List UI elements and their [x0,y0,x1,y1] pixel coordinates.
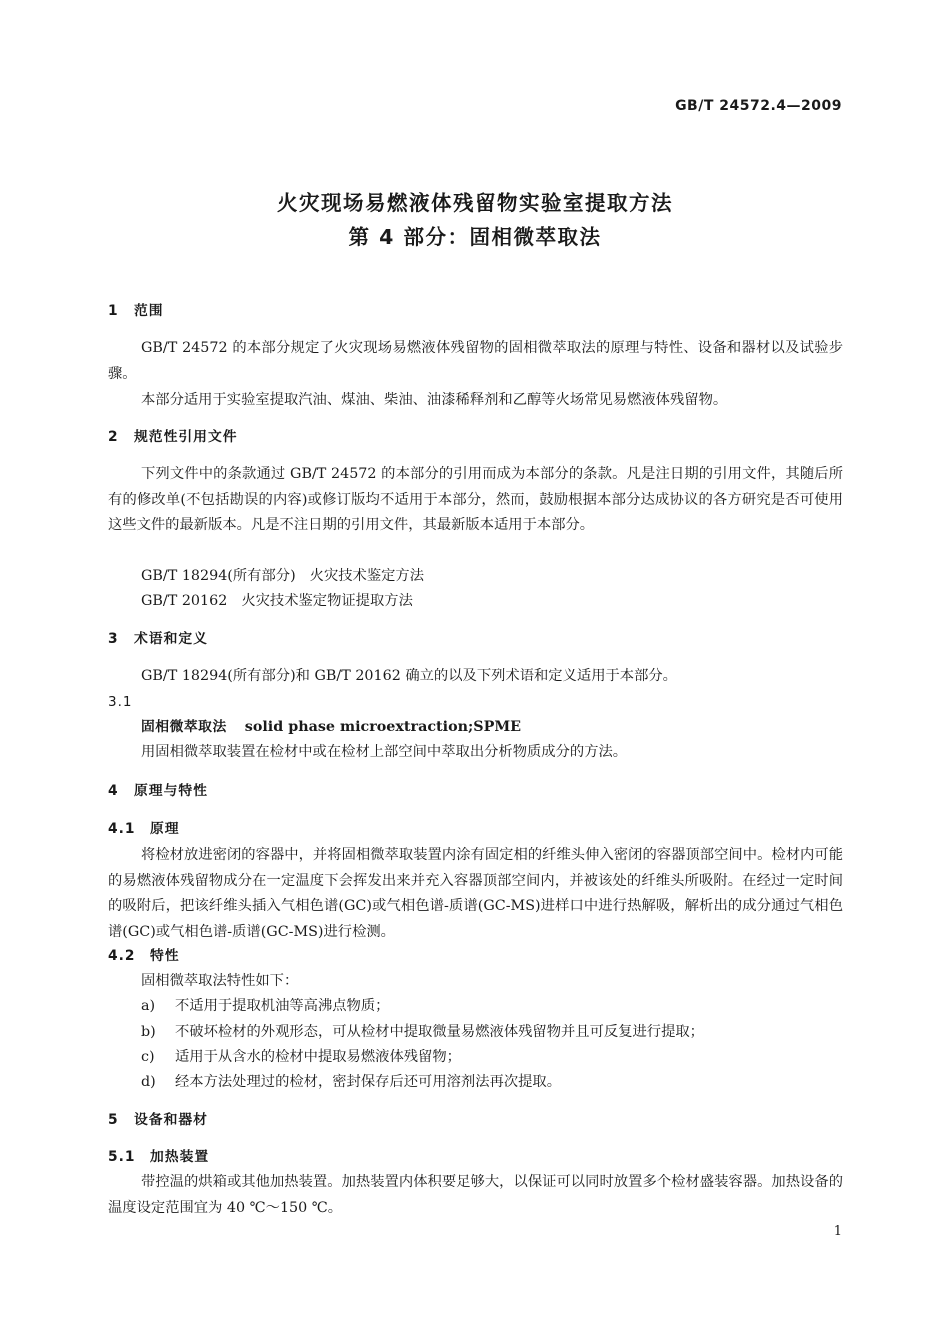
reference-title: 火灾技术鉴定方法 [309,568,425,584]
section-2-paragraph-1: 下列文件中的条款通过 GB/T 24572 的本部分的引用而成为本部分的条款。凡是注日期的引用文件，其随后所有的修改单(不包括勘误的内容)或修订版均不适用于本部分，然而，鼓励根据本部分达成协议的各方研究是否可使用这些文件的最新版本。凡是不注日期的引用文件，其最新版本适用于本部分。 [108,466,843,533]
section-title: 术语和定义 [134,631,208,647]
subsection-4-2-heading [108,944,843,970]
list-item [141,1070,843,1096]
reference-item [141,589,843,615]
term-chinese: 固相微萃取法 [141,719,227,735]
term-english: solid phase microextraction;SPME [244,719,522,735]
subsection-title: 加热装置 [150,1149,210,1165]
section-3-paragraph-1: GB/T 18294(所有部分)和 GB/T 20162 确立的以及下列术语和定义适用于本部分。 [141,668,677,684]
subsection-number: 3.1 [108,694,133,710]
list-label: c) [141,1049,155,1065]
section-number: 4 [108,783,119,799]
list-item [141,994,843,1020]
subsection-5-1-heading [108,1145,843,1171]
term-definition: 用固相微萃取装置在检材中或在检材上部空间中萃取出分析物质成分的方法。 [141,744,628,760]
list-label: a) [141,998,156,1014]
list-label: b) [141,1024,156,1040]
section-4-heading [108,779,843,805]
list-text: 适用于从含水的检材中提取易燃液体残留物； [175,1049,461,1065]
section-title: 原理与特性 [134,783,208,799]
standard-code: GB/T 24572.4—2009 [675,98,842,114]
reference-code: GB/T 18294(所有部分) [141,568,296,584]
section-3-heading [108,627,843,653]
reference-item [141,564,843,590]
section-number: 5 [108,1112,119,1128]
list-label: d) [141,1074,156,1090]
list-text: 经本方法处理过的检材，密封保存后还可用溶剂法再次提取。 [175,1074,562,1090]
list-item [141,1045,843,1071]
reference-title: 火灾技术鉴定物证提取方法 [241,593,413,609]
section-2-heading [108,425,843,451]
subsection-number: 4.1 [108,821,136,837]
list-item [141,1020,843,1046]
section-title: 设备和器材 [134,1112,208,1128]
section-5-1-paragraph: 带控温的烘箱或其他加热装置。加热装置内体积要足够大，以保证可以同时放置多个检材盛装容器。加热设备的温度设定范围宜为 40 ℃～150 ℃。 [108,1174,843,1216]
document-subtitle: 第 4 部分：固相微萃取法 [348,225,602,249]
section-number: 1 [108,303,119,319]
list-text: 不破坏检材的外观形态，可从检材中提取微量易燃液体残留物并且可反复进行提取； [175,1024,704,1040]
section-1-paragraph-1 [108,336,843,387]
paragraph-text: GB/T 24572 的本部分规定了火灾现场易燃液体残留物的固相微萃取法的原理与特性、设备和器材以及试验步骤。 [108,340,843,382]
subsection-4-1-heading [108,817,843,843]
section-title: 范围 [134,303,164,319]
term-entry [141,715,843,741]
subsection-number: 4.2 [108,948,136,964]
section-1-paragraph-2: 本部分适用于实验室提取汽油、煤油、柴油、油漆稀释剂和乙醇等火场常见易燃液体残留物。 [141,392,728,408]
subsection-number: 5.1 [108,1149,136,1165]
section-5-heading [108,1108,843,1134]
section-number: 3 [108,631,119,647]
subsection-title: 特性 [150,948,180,964]
document-title: 火灾现场易燃液体残留物实验室提取方法 [277,191,673,215]
page-number: 1 [833,1224,842,1239]
subsection-3-1-number [108,690,843,716]
list-text: 不适用于提取机油等高沸点物质； [175,998,390,1014]
section-1-heading [108,299,843,325]
section-number: 2 [108,429,119,445]
section-4-1-paragraph: 将检材放进密闭的容器中，并将固相微萃取装置内涂有固定相的纤维头伸入密闭的容器顶部空间中。检材内可能的易燃液体残留物成分在一定温度下会挥发出来并充入容器顶部空间内，并被该处的纤维头所吸附。在经过一定时间的吸附后，把该纤维头插入气相色谱(GC)或气相色谱-质谱(GC-MS)进样口中进行热解吸，解析出的成分通过气相色谱(GC)或气相色谱-质谱(GC-MS)进行检测。 [108,847,843,940]
subsection-title: 原理 [150,821,180,837]
section-title: 规范性引用文件 [134,429,238,445]
reference-code: GB/T 20162 [141,593,228,609]
section-4-2-intro: 固相微萃取法特性如下： [141,973,299,989]
